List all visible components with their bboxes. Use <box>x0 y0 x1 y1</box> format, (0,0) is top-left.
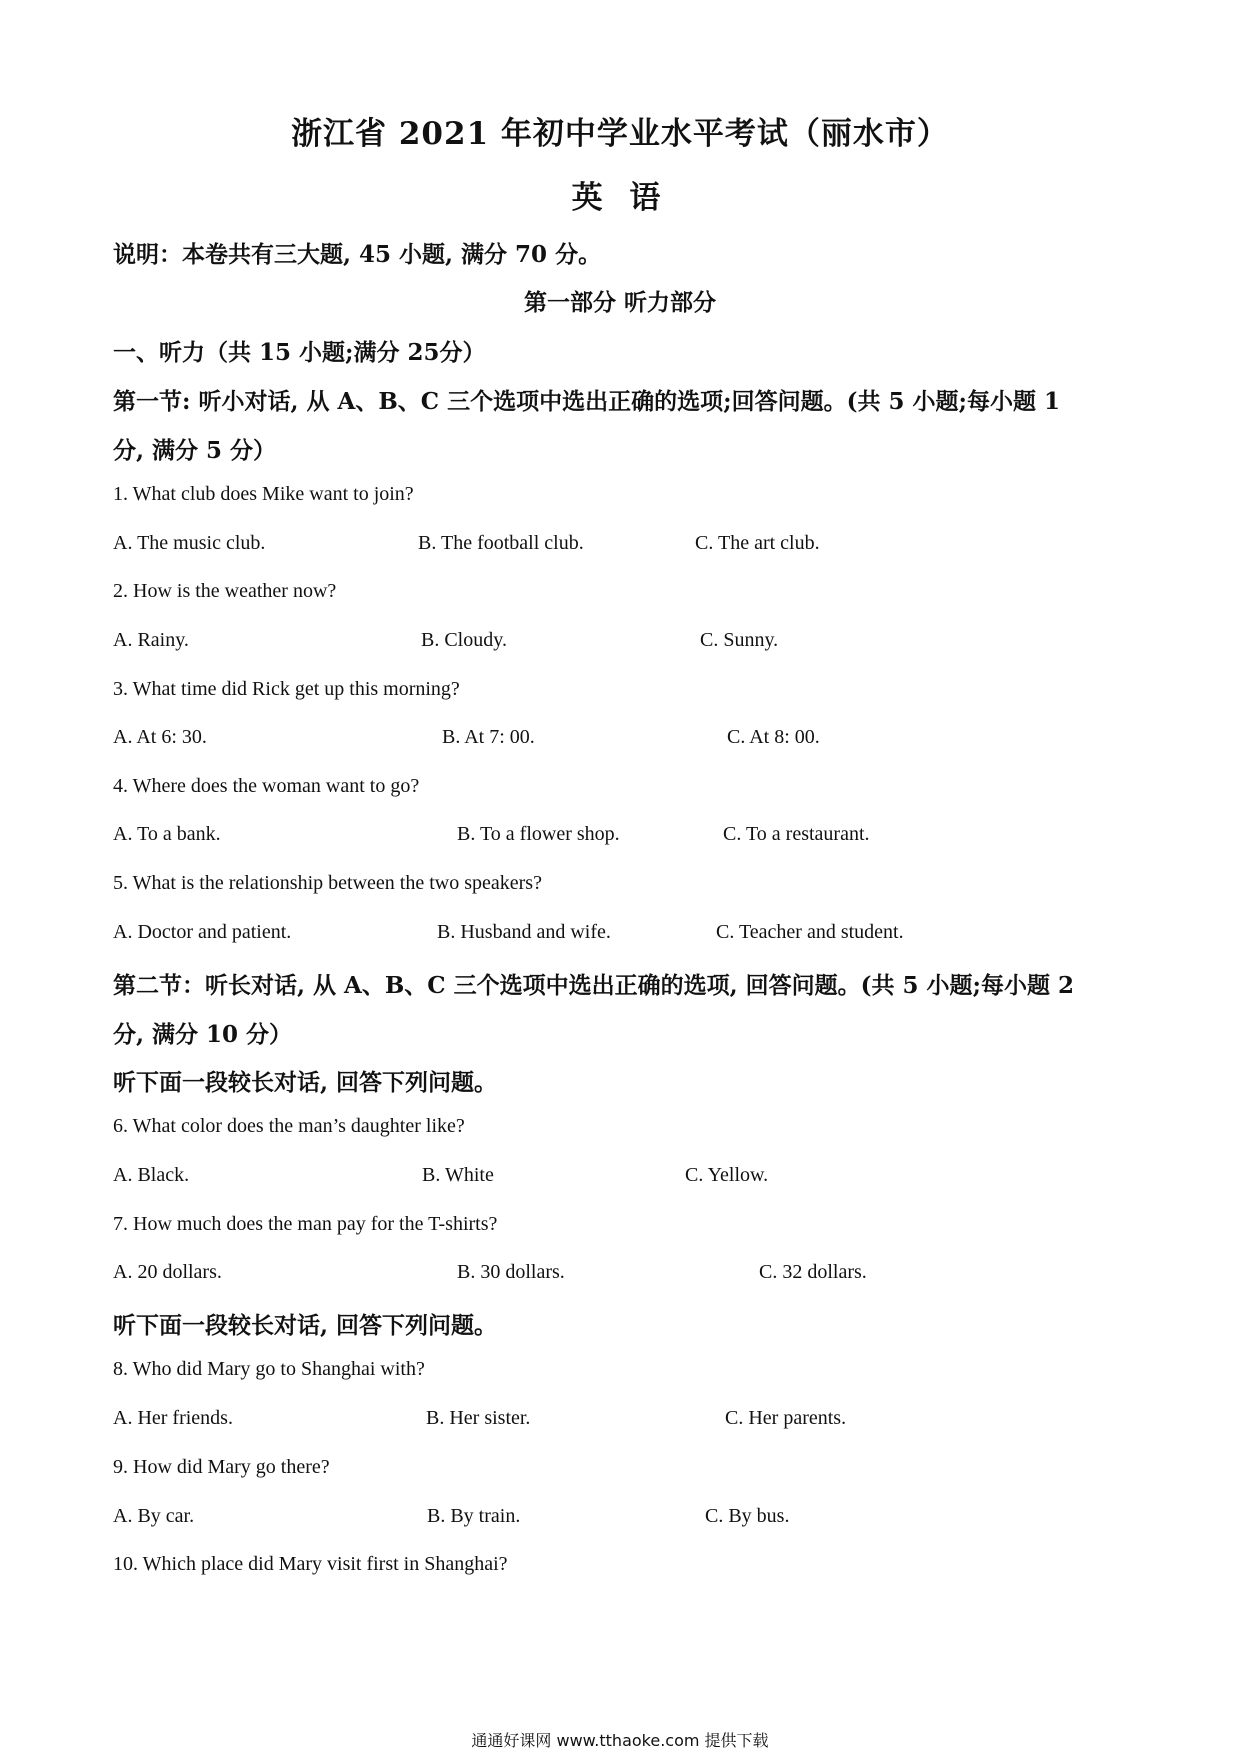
question-text: 6. What color does the man’s daughter like? <box>113 1115 465 1137</box>
question-text: 7. How much does the man pay for the T-shirts? <box>113 1213 498 1235</box>
option-a: A. At 6: 30. <box>113 726 207 748</box>
page-footer: 通通好课网 www.tthaoke.com 提供下载 <box>471 1731 769 1750</box>
question-text: 10. Which place did Mary visit first in Shanghai? <box>113 1553 508 1575</box>
question-text: 4. Where does the woman want to go? <box>113 775 420 797</box>
option-c: C. By bus. <box>705 1505 790 1527</box>
option-a: A. To a bank. <box>113 823 221 845</box>
exam-title: 浙江省 2021 年初中学业水平考试（丽水市） <box>291 116 949 152</box>
part-heading: 第一部分 听力部分 <box>523 289 716 316</box>
option-b: B. 30 dollars. <box>457 1261 565 1283</box>
dialog-prompt: 听下面一段较长对话, 回答下列问题。 <box>113 1312 498 1339</box>
option-a: A. By car. <box>113 1505 195 1527</box>
option-c: C. At 8: 00. <box>727 726 820 748</box>
option-a: A. 20 dollars. <box>113 1261 222 1283</box>
option-c: C. Teacher and student. <box>716 921 904 943</box>
option-a: A. Black. <box>113 1164 190 1186</box>
section2-instruction-line2: 分, 满分 10 分） <box>113 1021 293 1048</box>
option-b: B. At 7: 00. <box>442 726 535 748</box>
option-c: C. To a restaurant. <box>723 823 870 845</box>
question-text: 3. What time did Rick get up this morning? <box>113 678 460 700</box>
section-heading: 一、听力（共 15 小题;满分 25分） <box>113 339 486 366</box>
question-text: 2. How is the weather now? <box>113 580 337 602</box>
section1-instruction-line2: 分, 满分 5 分） <box>113 437 277 464</box>
question-text: 9. How did Mary go there? <box>113 1456 330 1478</box>
section1-instruction-line1: 第一节: 听小对话, 从 A、B、C 三个选项中选出正确的选项;回答问题。(共 5 小题;每小题 1 <box>113 388 1061 415</box>
question-text: 5. What is the relationship between the two speakers? <box>113 872 542 894</box>
option-c: C. The art club. <box>695 532 820 554</box>
section2-instruction-line1: 第二节：听长对话, 从 A、B、C 三个选项中选出正确的选项, 回答问题。(共 5 小题;每小题 2 <box>113 972 1075 999</box>
exam-note: 说明：本卷共有三大题, 45 小题, 满分 70 分。 <box>113 241 602 268</box>
option-b: B. To a flower shop. <box>457 823 620 845</box>
option-a: A. The music club. <box>113 532 266 554</box>
dialog-prompt: 听下面一段较长对话, 回答下列问题。 <box>113 1069 498 1096</box>
question-text: 1. What club does Mike want to join? <box>113 483 414 505</box>
option-c: C. 32 dollars. <box>759 1261 867 1283</box>
subject-title: 英 语 <box>571 180 669 216</box>
option-a: A. Her friends. <box>113 1407 233 1429</box>
option-b: B. Cloudy. <box>421 629 507 651</box>
option-c: C. Sunny. <box>700 629 779 651</box>
question-text: 8. Who did Mary go to Shanghai with? <box>113 1358 425 1380</box>
option-b: B. The football club. <box>418 532 584 554</box>
option-b: B. White <box>422 1164 494 1186</box>
option-c: C. Yellow. <box>685 1164 769 1186</box>
option-a: A. Rainy. <box>113 629 189 651</box>
option-c: C. Her parents. <box>725 1407 847 1429</box>
option-b: B. By train. <box>427 1505 521 1527</box>
option-b: B. Her sister. <box>426 1407 531 1429</box>
option-b: B. Husband and wife. <box>437 921 611 943</box>
option-a: A. Doctor and patient. <box>113 921 292 943</box>
